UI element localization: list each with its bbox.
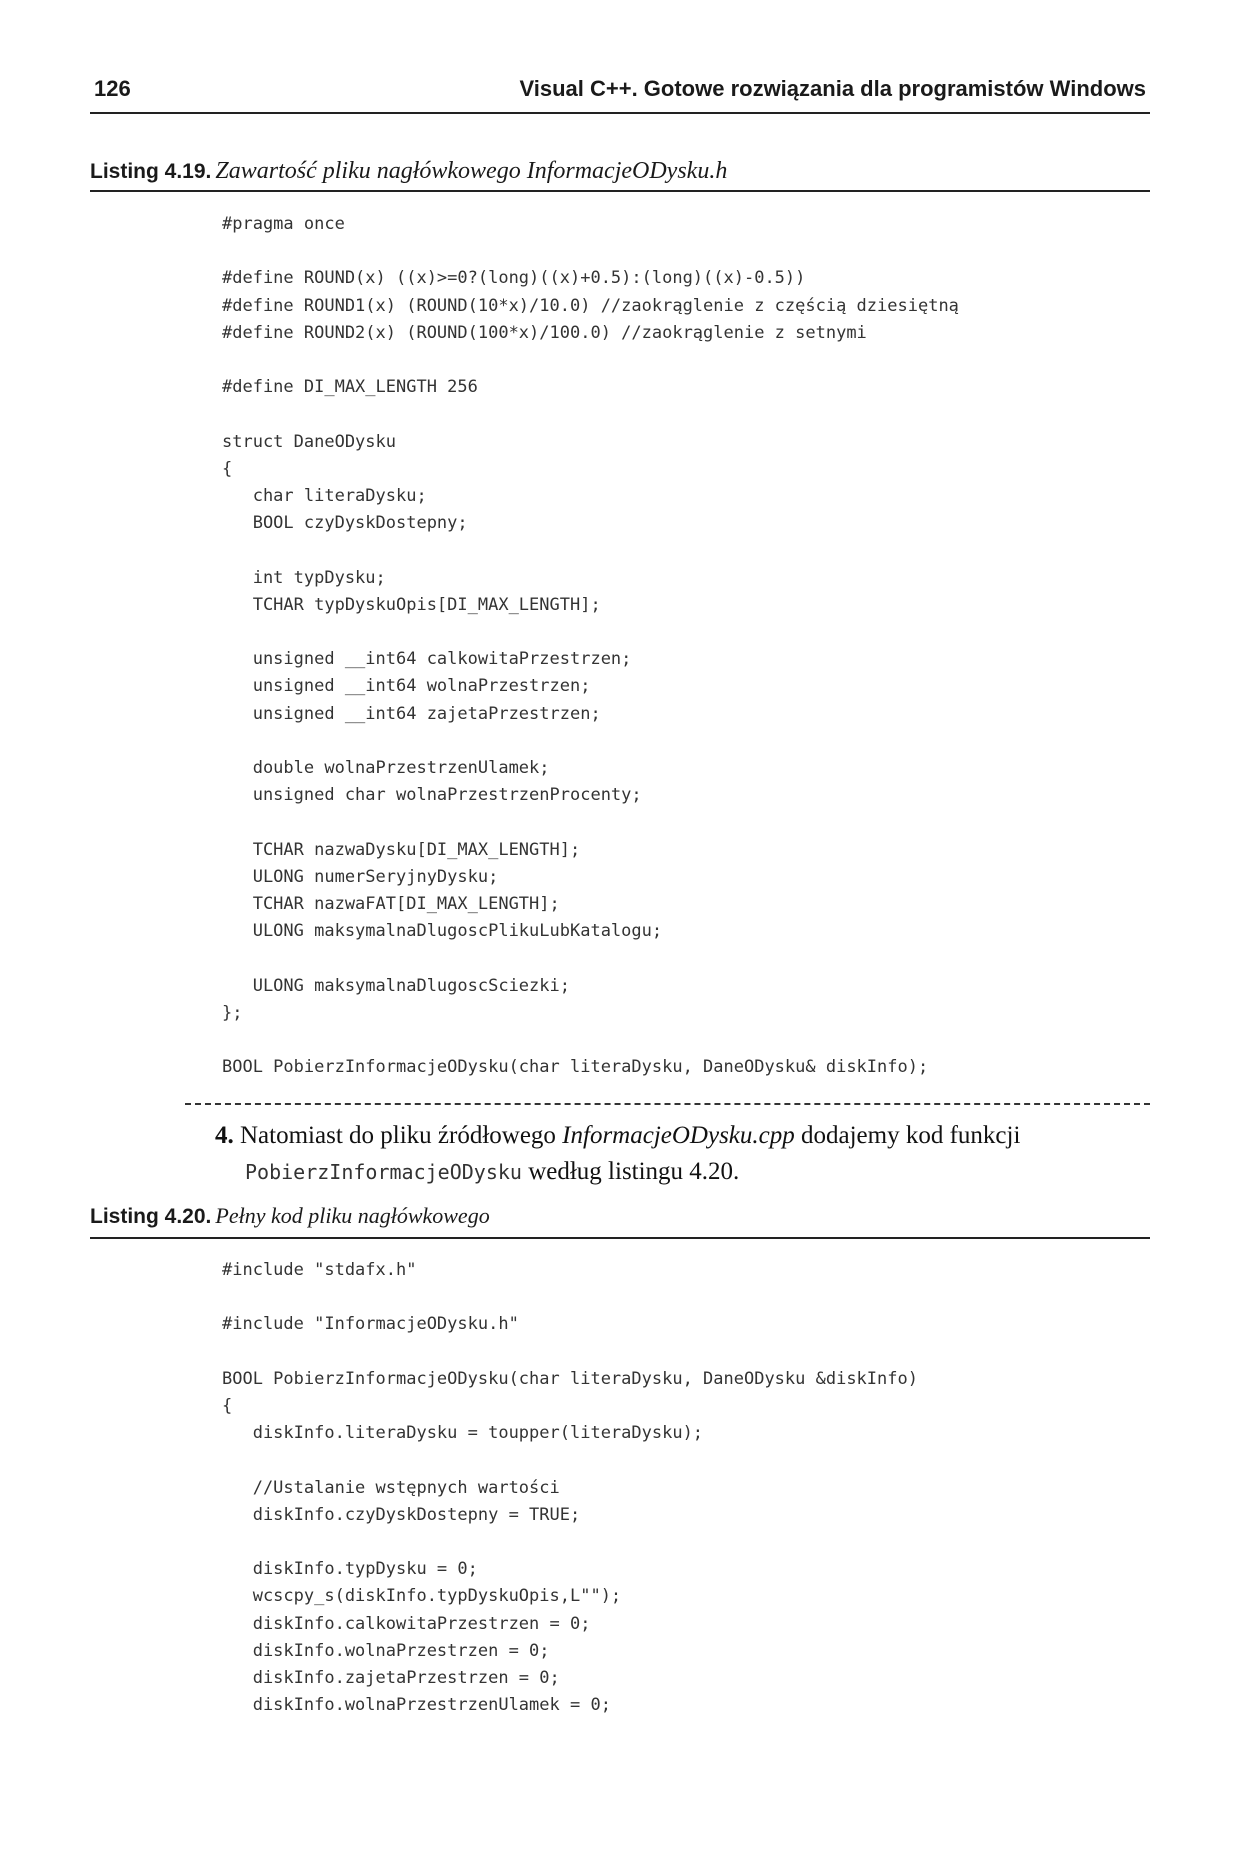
step-text: Natomiast do pliku źródłowego bbox=[233, 1122, 563, 1149]
listing-title: Pełny kod pliku nagłówkowego bbox=[215, 1203, 490, 1228]
book-title: Visual C++. Gotowe rozwiązania dla programistów Windows bbox=[519, 76, 1146, 101]
step-4-paragraph bbox=[215, 1118, 1150, 1190]
step-text-end: według listingu 4.20. bbox=[521, 1158, 740, 1185]
listing-end-rule bbox=[185, 1103, 1150, 1105]
listing-label: Listing 4.20. bbox=[90, 1205, 212, 1228]
step-number: 4. bbox=[215, 1122, 234, 1149]
listing-title: Zawartość pliku nagłówkowego InformacjeODysku.h bbox=[215, 158, 728, 184]
page-number: 126 bbox=[94, 76, 131, 101]
running-header bbox=[90, 72, 1150, 114]
listing-4-20-caption bbox=[90, 1203, 1150, 1239]
code-listing-4-19: #pragma once #define ROUND(x) ((x)>=0?(long)((x)+0.5):(long)((x)-0.5)) #define ROUND1(x) (ROUND(10*x)/10.0) //zaokrąglenie z częścią dziesiętną #define ROUND2(x) (ROUND(100*x)/100.0) //zaokrąglenie z setnymi #define DI_MAX_LENGTH 256 struct DaneODysku { char literaDysku; BOOL czyDyskDostepny; int typDysku; TCHAR typDyskuOpis[DI_MAX_LENGTH]; unsigned __int64 calkowitaPrzestrzen; unsigned __int64 wolnaPrzestrzen; unsigned __int64 zajetaPrzestrzen; double wolnaPrzestrzenUlamek; unsigned char wolnaPrzestrzenProcenty; TCHAR nazwaDysku[DI_MAX_LENGTH]; ULONG numerSeryjnyDysku; TCHAR nazwaFAT[DI_MAX_LENGTH]; ULONG maksymalnaDlugoscPlikuLubKatalogu; ULONG maksymalnaDlugoscSciezki; }; BOOL PobierzInformacjeODysku(char literaDysku, DaneODysku& diskInfo); bbox=[222, 214, 959, 1078]
step-text-cont: dodajemy kod funkcji bbox=[794, 1122, 1021, 1149]
code-listing-4-20: #include "stdafx.h" #include "InformacjeODysku.h" BOOL PobierzInformacjeODysku(char literaDysku, DaneODysku &diskInfo) { diskInfo.literaDysku = toupper(literaDysku); //Ustalanie wstępnych wartości diskInfo.czyDyskDostepny = TRUE; diskInfo.typDysku = 0; wcscpy_s(diskInfo.typDyskuOpis,L""); diskInfo.calkowitaPrzestrzen = 0; diskInfo.wolnaPrzestrzen = 0; diskInfo.zajetaPrzestrzen = 0; diskInfo.wolnaPrzestrzenUlamek = 0; bbox=[222, 1260, 918, 1716]
function-name: PobierzInformacjeODysku bbox=[245, 1160, 522, 1184]
listing-label: Listing 4.19. bbox=[90, 160, 212, 183]
source-filename: InformacjeODysku.cpp bbox=[562, 1122, 795, 1149]
listing-4-19-caption bbox=[90, 158, 1150, 192]
